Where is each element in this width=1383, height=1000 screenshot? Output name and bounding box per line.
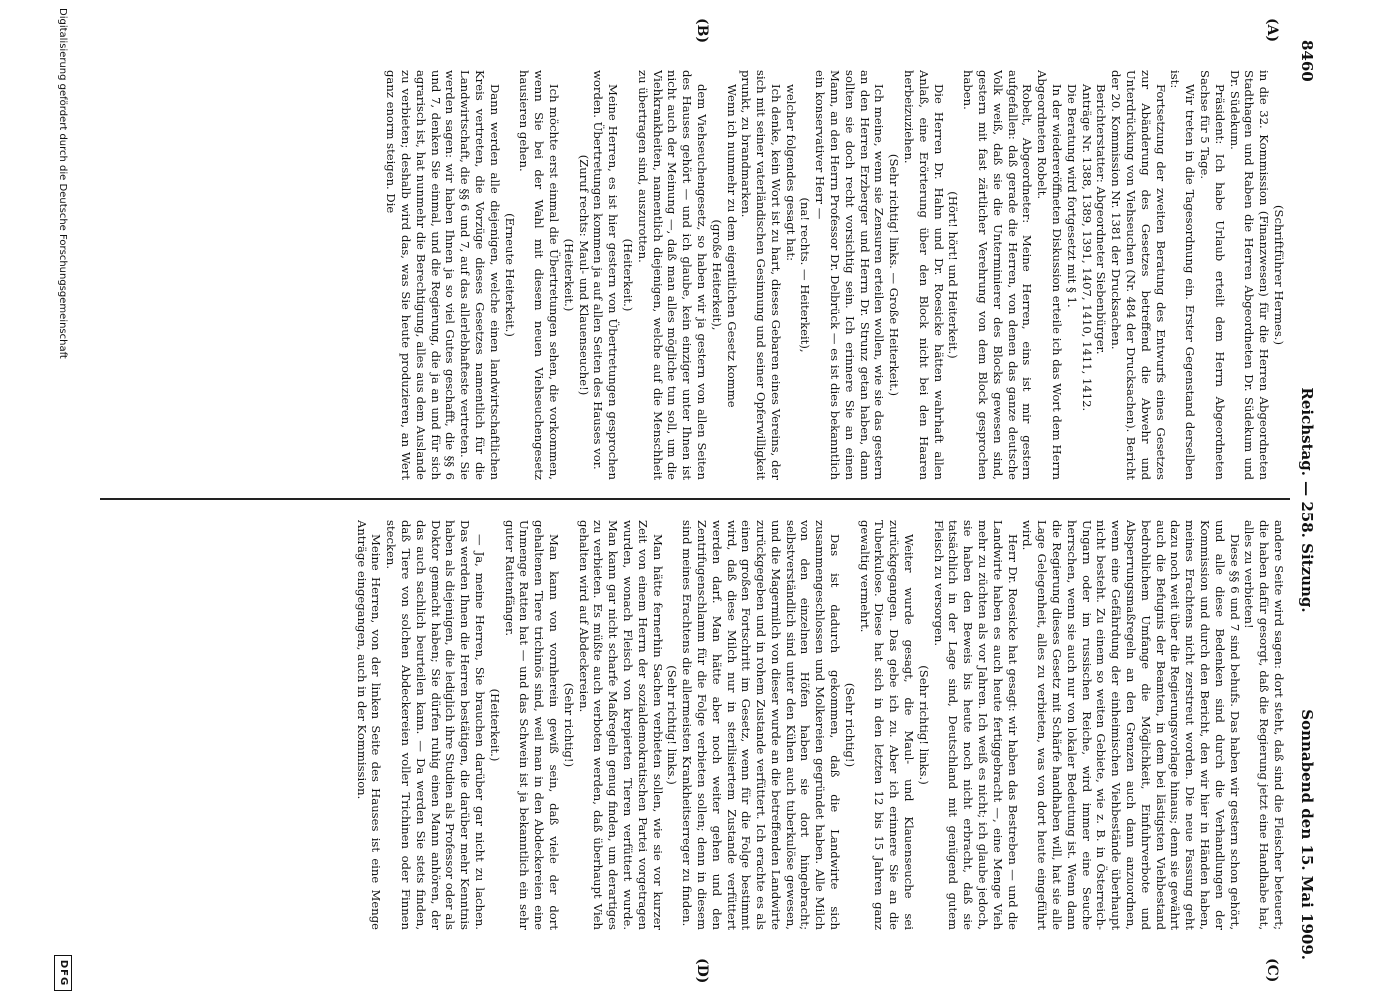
paragraph: Wenn ich nunmehr zu dem eigentlichen Gesetz komme <box>724 84 739 408</box>
left-text-column <box>106 70 1286 480</box>
paragraph: Fortsetzung der zweiten Beratung des Entwurfs eines Gesetzes zur Abänderung des Gesetzes betreffend die Abwehr und Unterdrückung von Viehseuchen (Nr. 484 der Drucksachen). Bericht der 20. Kommission Nr. 1381 der Drucksachen. <box>1109 70 1168 480</box>
paragraph: Die Herren Dr. Hahn und Dr. Roesicke hätten wahrhaft allen Anlaß, eine Erörterung über den Block nicht bei den Haaren herbeizuziehen. <box>902 70 946 480</box>
paragraph: In der wiedereröffneten Diskussion erteile ich das Wort dem Herrn Abgeordneten Robelt. <box>1035 70 1065 480</box>
right-text-column <box>106 520 1286 930</box>
paragraph: in die 32. Kommission (Finanzwesen) für die Herren Abgeordneten Stadthagen und Raben die Herren Abgeordneten Dr. Südekum und Dr. Südekum. <box>1227 70 1272 480</box>
paragraph: Herr Dr. Roesicke hat gesagt: wir haben das Bestreben — und die Landwirte haben es auch heute fertiggebracht —, eine Menge Vieh mehr zu züchten als vor Jahren. Ich weiß es nicht; ich glaube jedoch, sie haben den Beweis bis heute noch nicht erbracht, daß sie tatsächlich in der Lage sind, Deutschland mit genügend gutem Fleisch zu versorgen. <box>931 520 1020 930</box>
session-date: Sonnabend den 15. Mai 1909. <box>1298 709 1316 960</box>
paragraph: Man hätte fernerhin Sachen verbieten sollen, wie sie vor kurzer Zeit von einem Herrn der sozialdemokratischen Partei vorgetragen wurden, wonach Fleisch von krepierten Tieren verfüttert wurde. Man kann gar nicht scharfe Maßregeln genug finden, um derartiges zu verbieten. Es müßte auch verboten werden, daß überhaupt Vieh gehalten wird auf Abdeckereien. <box>576 520 665 930</box>
page-title: Reichstag. — 258. Sitzung. <box>1298 387 1316 613</box>
paragraph: Meine Herren, es ist hier gestern von Übertretungen gesprochen worden. Übertretungen kommen ja auf allen Seiten des Hauses vor. <box>591 70 621 480</box>
interjection: (Hört! hört! und Heiterkeit.) <box>946 191 961 359</box>
paragraph: dem Viehseuchengesetz, so haben wir ja gestern von allen Seiten des Hauses gehört — und ich glaube, kein einziger unter Ihnen ist nicht auch der Meinung —, daß man alles mögliche tun soll, um die Viehkrankheiten, namentlich diejenigen, welche auf die Menschheit zu übertragen sind, auszurotten. <box>635 70 709 480</box>
paragraph: andere Seite wird sagen: dort steht, daß sind die Fleischer beteuert; die haben dafür gesorgt, daß die Regierung jetzt eine Handhabe hat, alles zu verbieten! <box>1242 520 1286 930</box>
interjection: (Sehr richtig! links. — Große Heiterkeit.) <box>887 153 902 397</box>
paragraph: Wir treten in die Tagesordnung ein. Erster Gegenstand derselben ist: <box>1168 70 1198 480</box>
paragraph: Ich meine, wenn sie Zensuren erteilen wollen, wie sie das gestern an den Herren Erzberger und Herrn Dr. Strunz getan haben, dann sollten sie doch recht vorsichtig sein. Ich erinnere Sie an einen Mann, an den Herrn Professor Dr. Delbrück — es ist dies bekanntlich ein konservativer Herr — <box>813 70 887 480</box>
margin-marker-c: (C) <box>1264 958 1280 983</box>
paragraph: Ich möchte erst einmal die Übertretungen sehen, die vorkommen, wenn Sie bei der Wahl mit diesem neuen Viehseuchengesetz hausieren gehen. <box>517 70 561 480</box>
page-header <box>1294 40 1316 960</box>
paragraph: Präsident: Ich habe Urlaub erteilt dem Herrn Abgeordneten Sachse für 5 Tage. <box>1198 70 1227 480</box>
margin-marker-d: (D) <box>694 958 710 984</box>
paragraph: Weiter wurde gesagt, die Maul- und Klauenseuche sei zurückgegangen. Das gebe ich zu. Aber ich erinnere Sie an die Tuberkulose. Diese hat sich in den letzten 12 bis 15 Jahren ganz gewaltig vermehrt. <box>857 520 917 930</box>
paragraph: Die Beratung wird fortgesetzt mit § 1. <box>1064 84 1079 308</box>
interjection: (Sehr richtig!) <box>842 682 857 768</box>
paragraph: — Ja, meine Herren, Sie brauchen darüber gar nicht zu lachen. Das werden Ihnen die Herren bestätigen, die darüber mehr Kenntnis haben als diejenigen, die lediglich ihre Studien als Professor oder als Doktor gemacht haben; Sie dürfen ruhig einen Mann anhören, der das auch sachlich beurteilen kann. — Da werden Sie stets finden, daß Tiere von solchen Abdeckereien voller Trichinen oder Finnen stecken. <box>384 520 487 930</box>
paragraph: Diese §§ 6 und 7 sind behufs. Das haben wir gestern schon gehört, und alle diese Bedenken sind durch die Verhandlungen der Kommission und durch den Bericht, den wir hier in Händen haben, meines Erachtens nicht zerstreut worden. Die neue Fassung geht dazu noch weit über die Regierungsvorlage hinaus; denn sie gewährt auch die Befugnis der Beamten, in dem bei lästigsten Viehbestand bedrohlichem Umfange die Möglichkeit, Einfuhrverbote und Absperrungsmaßregeln an den Grenzen auch dann anzuordnen, wenn eine Gefährdung der einheimischen Viehbestände überhaupt nicht besteht. Zu einem so weiten Gebiete, wie z. B. in Österreich-Ungarn oder im russischen Reiche, wird immer eine Seuche herrschen, wenn sie auch nur von lokaler Bedeutung ist. Wenn dann die Regierung dieses Gesetz mit Schärfe handhaben will, hat sie alle Lage Gelegenheit, alles zu verbieten, was von dort heute eingeführt wird. <box>1020 520 1242 930</box>
paragraph: welcher folgendes gesagt hat: <box>783 84 798 262</box>
interjection: (Sehr richtig! links.) <box>665 665 680 785</box>
paragraph: Robelt, Abgeordneter: Meine Herren, eins ist mir gestern aufgefallen: daß gerade die Herren, von denen das ganze deutsche Volk weiß, daß sie die Unterminierer des Blocks gewesen sind, gestern mit fast zärtlicher Verehrung von dem Block gesprochen haben. <box>961 70 1035 480</box>
interjection: (Sehr richtig! links.) <box>916 665 931 785</box>
dfg-logo: DFG <box>54 955 72 991</box>
paragraph: Ich denke, kein Wort ist zu hart, dieses Gebaren eines Vereins, der sich mit seiner vaterländischen Gesinnung und seiner Opferwilligkeit prunkt, zu brandmarken. <box>739 70 783 480</box>
interjection: (Heiterkeit.) <box>561 238 576 312</box>
interjection: (große Heiterkeit), <box>709 219 724 331</box>
interjection: (Erneute Heiterkeit.) <box>502 213 517 337</box>
paragraph: Das ist dadurch gekommen, daß die Landwirte sich zusammengeschlossen und Molkereien gegründet haben. Alle Milch von den einzelnen Höfen haben sie dort hingebracht; selbstverständlich sind unter den Kühen auch tuberkulöse gewesen, und die Magermilch von dieser wurde an die betreffenden Landwirte zurückgegeben und in rohem Zustande verfüttert. Ich erachte es als einen großen Fortschritt im Gesetz, wenn für die Folge bestimmt wird, daß diese Milch nur in sterilisiertem Zustande verfüttert werden darf. Man hätte aber noch weiter gehen und den Zentrifugenschlamm für die Folge verbieten sollen; denn in diesem sind meines Erachtens die allermeisten Krankheitserreger zu finden. <box>680 520 843 930</box>
page-footer <box>50 0 74 1000</box>
interjection: (Sehr richtig!) <box>561 682 576 768</box>
interjection: (Schriftführer Hermes.) <box>1272 204 1286 345</box>
margin-marker-b: (B) <box>694 18 710 44</box>
paragraph: Anträge Nr. 1388, 1389, 1391, 1407, 1410, 1411, 1412. <box>1079 84 1094 412</box>
column-divider <box>100 498 1290 500</box>
interjection: (Heiterkeit.) <box>487 688 502 762</box>
interjection: (na! rechts. — Heiterkeit), <box>798 197 813 353</box>
paragraph: Dann werden alle diejenigen, welche einen landwirtschaftlichen Kreis vertreten, die Vorzüge dieses Gesetzes namentlich für die Landwirtschaft, die §§ 6 und 7, auf das allerlebhafteste vertreten. Sie werden sagen: wir haben Ihnen ja so viel Gutes geschafft, die §§ 6 und 7, denken Sie einmal, und die Regierung, die ja an und für sich agrarisch ist, hat nunmehr die Berechtigung, alles aus dem Auslande zu verbieten; deshalb wird das, was Sie heute produzieren, an Wert ganz enorm steigen. Die <box>384 70 502 480</box>
interjection: (Heiterkeit.) <box>620 238 635 312</box>
margin-marker-a: (A) <box>1264 18 1280 43</box>
paragraph: Meine Herren, von der linken Seite des Hauses ist eine Menge Anträge eingegangen, auch in der Kommission. <box>354 520 384 930</box>
document-page <box>30 0 1330 1000</box>
paragraph: Man kann von vornherein gewiß sein, daß viele der dort gehaltenen Tiere trichinös sind, weil man in den Abdeckereien eine Unmenge Ratten hat — und das Schwein ist ja bekanntlich ein sehr guter Rattenfänger. <box>502 520 561 930</box>
paragraph: Berichterstatter: Abgeordneter Siebenbürger. <box>1094 84 1109 355</box>
page-number: 8460 <box>1298 40 1316 82</box>
digitization-credit: Digitalisierung gefördert durch die Deutsche Forschungsgemeinschaft <box>57 8 68 359</box>
interjection: (Zuruf rechts: Maul- und Klauenseuche!) <box>576 154 591 396</box>
